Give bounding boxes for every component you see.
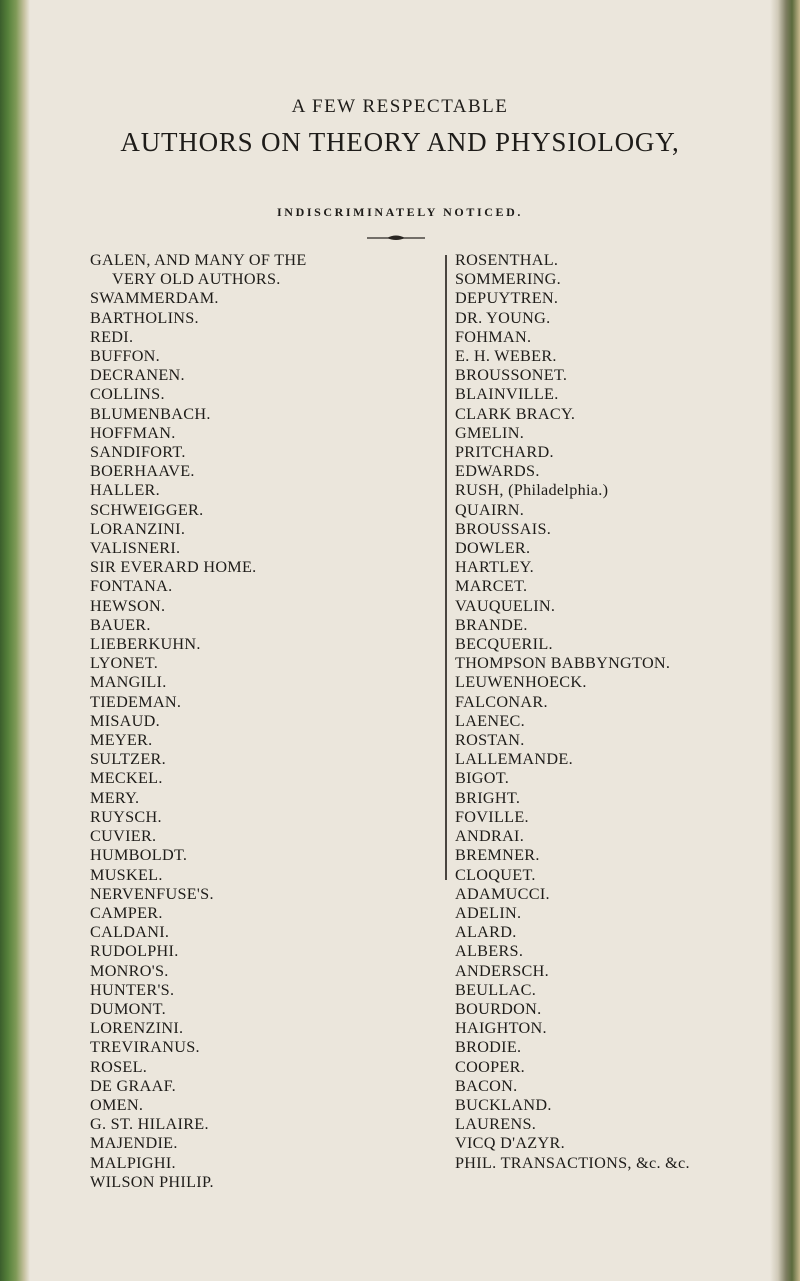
author-name: RUYSCH. — [90, 807, 162, 826]
author-name: ROSEL. — [90, 1057, 148, 1076]
author-name: FOVILLE. — [455, 807, 529, 826]
author-name: LIEBERKUHN. — [90, 635, 201, 654]
author-name: OMEN. — [90, 1095, 144, 1114]
author-name: COLLINS. — [90, 385, 165, 404]
author-name: BLUMENBACH. — [90, 404, 211, 423]
author-name: TREVIRANUS. — [90, 1038, 200, 1057]
right-author-list — [455, 251, 785, 1173]
author-name: GMELIN. — [455, 423, 525, 442]
author-name: DUMONT. — [90, 999, 166, 1018]
author-name: DEPUYTREN. — [455, 289, 559, 308]
author-name: VICQ D'AZYR. — [455, 1134, 565, 1153]
heading-title: AUTHORS ON THEORY AND PHYSIOLOGY, — [120, 127, 680, 157]
author-name: THOMPSON BABBYNGTON. — [455, 654, 671, 673]
author-name: CLARK BRACY. — [455, 404, 576, 423]
author-name: MUSKEL. — [90, 865, 163, 884]
author-name: HUMBOLDT. — [90, 846, 188, 865]
author-name: VERY OLD AUTHORS. — [112, 270, 281, 289]
author-name: BREMNER. — [455, 846, 540, 865]
author-name: MONRO'S. — [90, 961, 169, 980]
author-name: ANDERSCH. — [455, 961, 549, 980]
author-name: BRIGHT. — [455, 788, 521, 807]
author-name: BOURDON. — [455, 999, 542, 1018]
author-name: LAURENS. — [455, 1115, 537, 1134]
author-name: SIR EVERARD HOME. — [90, 558, 257, 577]
author-name: PHIL. TRANSACTIONS, &c. &c. — [455, 1153, 690, 1172]
author-name: SOMMERING. — [455, 270, 561, 289]
author-name: E. H. WEBER. — [455, 347, 557, 366]
author-name: DOWLER. — [455, 539, 531, 558]
author-name: BIGOT. — [455, 769, 510, 788]
author-name: DE GRAAF. — [90, 1076, 176, 1095]
author-name: TIEDEMAN. — [90, 692, 182, 711]
author-name: VALISNERI. — [90, 539, 181, 558]
heading-subtitle: INDISCRIMINATELY NOTICED. — [277, 205, 523, 219]
author-name: HARTLEY. — [455, 558, 534, 577]
page-binding-edge — [0, 0, 30, 1281]
author-name: HEWSON. — [90, 596, 166, 615]
author-name: DECRANEN. — [90, 366, 185, 385]
column-divider — [445, 255, 447, 880]
author-name: ALARD. — [455, 923, 517, 942]
author-name: NERVENFUSE'S. — [90, 884, 214, 903]
author-name: CALDANI. — [90, 923, 170, 942]
author-name: EDWARDS. — [455, 462, 540, 481]
author-name: BRANDE. — [455, 615, 528, 634]
author-name: GALEN, AND MANY OF THE — [90, 251, 307, 269]
author-name: MECKEL. — [90, 769, 163, 788]
author-name: MARCET. — [455, 577, 528, 596]
author-name: CAMPER. — [90, 903, 163, 922]
author-name: HOFFMAN. — [90, 423, 176, 442]
author-name: SANDIFORT. — [90, 443, 186, 462]
author-name: DR. YOUNG. — [455, 308, 551, 327]
author-name: FONTANA. — [90, 577, 173, 596]
author-name: RUDOLPHI. — [90, 942, 179, 961]
author-name: BROUSSAIS. — [455, 519, 552, 538]
author-name: MAJENDIE. — [90, 1134, 178, 1153]
author-name: HAIGHTON. — [455, 1019, 547, 1038]
author-name: BLAINVILLE. — [455, 385, 559, 404]
author-name: LEUWENHOECK. — [455, 673, 587, 692]
author-name: BROUSSONET. — [455, 366, 568, 385]
author-name: ADAMUCCI. — [455, 884, 550, 903]
author-name: ADELIN. — [455, 903, 522, 922]
author-name: ANDRAI. — [455, 827, 525, 846]
author-name: BUCKLAND. — [455, 1095, 552, 1114]
author-name: LALLEMANDE. — [455, 750, 573, 769]
heading-line-1: A FEW RESPECTABLE — [291, 96, 509, 117]
author-name: BAUER. — [90, 615, 151, 634]
author-name: SCHWEIGGER. — [90, 500, 204, 519]
author-name: BRODIE. — [455, 1038, 522, 1057]
author-name: BACON. — [455, 1076, 518, 1095]
author-name: CUVIER. — [90, 827, 157, 846]
author-name: BOERHAAVE. — [90, 462, 195, 481]
author-name: BUFFON. — [90, 347, 161, 366]
author-name: ROSENTHAL. — [455, 251, 559, 269]
author-name: MANGILI. — [90, 673, 167, 692]
author-name: BARTHOLINS. — [90, 308, 199, 327]
ornament-rule — [365, 232, 427, 244]
author-name: HUNTER'S. — [90, 980, 175, 999]
author-name: BEULLAC. — [455, 980, 537, 999]
author-name: MEYER. — [90, 731, 153, 750]
author-name: RUSH, (Philadelphia.) — [455, 481, 609, 500]
author-name: SULTZER. — [90, 750, 167, 769]
author-name: PRITCHARD. — [455, 443, 554, 462]
author-name: HALLER. — [90, 481, 160, 500]
author-name: G. ST. HILAIRE. — [90, 1115, 209, 1134]
author-name: MISAUD. — [90, 711, 161, 730]
author-name: LORANZINI. — [90, 519, 186, 538]
author-name: LAENEC. — [455, 711, 525, 730]
author-name: REDI. — [90, 327, 134, 346]
author-name: BECQUERIL. — [455, 635, 553, 654]
author-name: WILSON PHILIP. — [90, 1172, 214, 1191]
author-name: COOPER. — [455, 1057, 526, 1076]
author-name: LORENZINI. — [90, 1019, 184, 1038]
author-name: FALCONAR. — [455, 692, 548, 711]
author-name: LYONET. — [90, 654, 159, 673]
left-author-list — [90, 251, 440, 1192]
author-name: QUAIRN. — [455, 500, 525, 519]
author-name: MERY. — [90, 788, 140, 807]
author-name: ALBERS. — [455, 942, 524, 961]
author-name: SWAMMERDAM. — [90, 289, 219, 308]
author-name: MALPIGHI. — [90, 1153, 176, 1172]
author-name: FOHMAN. — [455, 327, 532, 346]
author-name: VAUQUELIN. — [455, 596, 556, 615]
author-name: ROSTAN. — [455, 731, 525, 750]
author-name: CLOQUET. — [455, 865, 536, 884]
